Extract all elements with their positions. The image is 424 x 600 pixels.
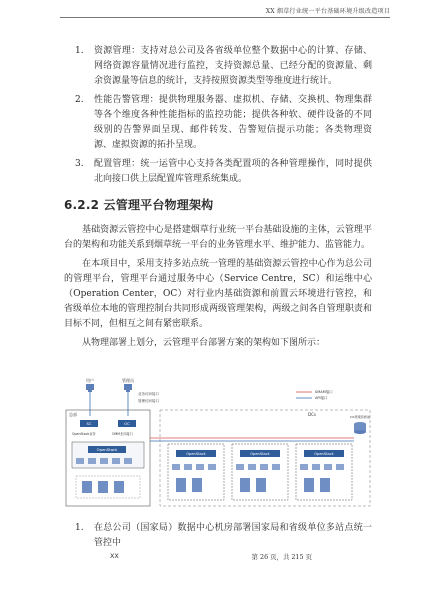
main-content bbox=[64, 44, 372, 355]
legend-label: SMAM接口 bbox=[315, 390, 333, 394]
list-item bbox=[64, 44, 372, 89]
list-number: 2. bbox=[75, 95, 84, 105]
sub-label: OMM北向接口 bbox=[112, 432, 133, 436]
sc-label: SC bbox=[86, 421, 92, 426]
list-text: 配置管理：统一运管中心支持各类配置项的各种管理操作，同时提供北向接口供上层配置库管理系统集成。 bbox=[94, 159, 372, 184]
legend-label: API接口 bbox=[315, 396, 328, 400]
list-number: 1. bbox=[75, 46, 84, 56]
architecture-diagram bbox=[64, 378, 372, 510]
paragraph: 在本项目中，采用支持多站点统一管理的基础资源云管控中心作为总公司的管理平台，管理平台通过服务中心（Service Centre，SC）和运维中心（Operation Center，OC）对行业内基础资源和前置云环境进行管控，和省级单位本地的管理控制台共同形成两级管理架构，两级之间各自管理职责和目标不同，但相互之间有紧密联系。 bbox=[64, 259, 372, 329]
header-title: XX 烟草行业统一平台基础环境升级改造项目 bbox=[265, 8, 390, 15]
header-rule bbox=[60, 17, 390, 18]
paragraph: 基础资源云管控中心是搭建烟草行业统一平台基础设施的主体，云管理平台的架构和功能关系到烟草统一平台的业务管理水平、维护能力、监管能力。 bbox=[64, 225, 372, 250]
dc-label: DCs bbox=[308, 412, 316, 417]
last-list-item bbox=[64, 521, 372, 551]
list-item bbox=[64, 93, 372, 153]
server-icon bbox=[112, 458, 120, 464]
db-label: DC管理资源池 bbox=[350, 415, 370, 419]
headquarters-label: 总部 bbox=[69, 412, 77, 417]
database-icon bbox=[354, 422, 366, 434]
paragraph: 从物理部署上划分，云管理平台部署方案的架构如下图所示： bbox=[82, 338, 326, 348]
list-text: 性能告警管理：提供物理服务器、虚拟机、存储、交换机、物理集群等各个维度各种性能指标的监控功能；提供各种软、硬件设备的不同级别的告警界面呈现、邮件转发、告警短信提示功能；各类物理资源、虚拟资源的拓扑呈现。 bbox=[94, 95, 372, 150]
server-icon bbox=[100, 458, 108, 464]
storage-icon bbox=[114, 481, 124, 493]
list-item bbox=[64, 521, 372, 551]
openstack-box bbox=[72, 442, 144, 468]
site-openstack-label: OpenStack bbox=[186, 452, 206, 456]
page-header bbox=[0, 0, 424, 22]
server-icon bbox=[76, 458, 84, 464]
list-text: 在总公司（国家局）数据中心机房部署国家局和省级单位多站点统一管控中 bbox=[94, 523, 372, 548]
admin-icon bbox=[124, 384, 132, 392]
site-openstack-label: OpenStack bbox=[314, 452, 334, 456]
list-text: 资源管理：支持对总公司及各省级单位整个数据中心的计算、存储、网络资源容量情况进行监控，支持资源总量、已经分配的资源量、剩余资源量等信息的统计，支持按照资源类型等维度进行统计。 bbox=[94, 46, 372, 86]
site-openstack-label: OpenStack bbox=[250, 452, 270, 456]
list-number: 1. bbox=[75, 523, 84, 533]
server-icon bbox=[88, 458, 96, 464]
sub-label: OpenStack业务 bbox=[72, 432, 96, 436]
feature-list bbox=[64, 44, 372, 187]
section-heading: 6.2.2 云管理平台物理架构 bbox=[64, 198, 214, 212]
page-number: 第 26 页，共 215 页 bbox=[251, 553, 312, 561]
user-icon bbox=[86, 384, 94, 392]
storage-icon bbox=[82, 481, 92, 493]
mgmt-label: 业务访问接口 bbox=[138, 392, 159, 396]
list-number: 3. bbox=[75, 159, 84, 169]
page-footer bbox=[0, 552, 424, 572]
server-icon bbox=[124, 458, 132, 464]
footer-left: XX bbox=[110, 552, 119, 560]
admin-label: 管理员 bbox=[122, 378, 134, 383]
openstack-label: OpenStack bbox=[96, 447, 118, 452]
mgmt-label: 管理访问接口 bbox=[138, 399, 159, 403]
user-label: 用户 bbox=[86, 378, 94, 383]
storage-icon bbox=[98, 481, 108, 493]
list-item bbox=[64, 157, 372, 187]
oc-label: OC bbox=[124, 421, 130, 426]
